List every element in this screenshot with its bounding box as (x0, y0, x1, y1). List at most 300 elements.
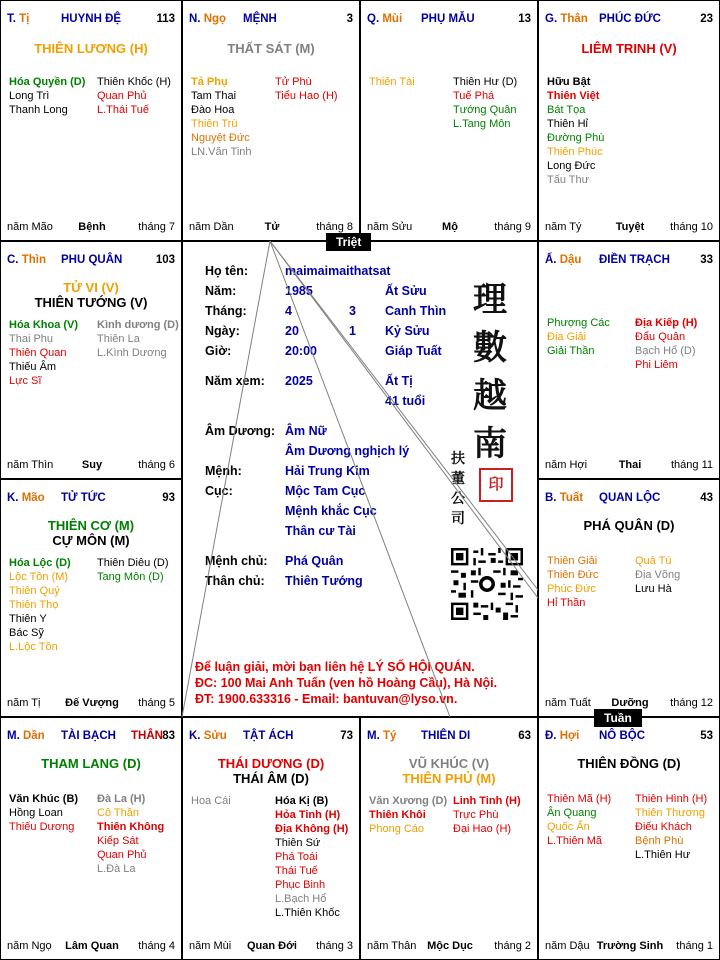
minor-stars-left (9, 792, 78, 834)
star-item: Đường Phù (547, 132, 605, 144)
palace-phase: Suy (81, 459, 103, 471)
star-item: Thiên Đức (547, 569, 599, 581)
star-item: Giải Thần (547, 345, 595, 357)
palace-phase: Tuyệt (615, 221, 645, 233)
palace-footer (7, 697, 177, 710)
star-item: Thiên Thọ (9, 599, 59, 611)
star-item: Tấu Thư (547, 174, 590, 186)
minor-stars-left (369, 794, 447, 836)
palace-thin[interactable] (0, 241, 182, 479)
major-star: THIÊN TƯỚNG (V) (34, 295, 148, 310)
star-item: Tiểu Hao (H) (275, 90, 338, 102)
branch-prefix: N. (189, 13, 201, 25)
minor-stars-left (9, 318, 78, 388)
branch-prefix: M. (367, 730, 380, 742)
star-item: Tướng Quân (453, 104, 517, 116)
branch-name: Thân (560, 13, 588, 25)
menh-chu-label: Mệnh chủ: (205, 554, 268, 568)
palace-branch (7, 13, 29, 25)
minor-stars-left (191, 794, 231, 808)
menh-value: Hải Trung Kim (285, 464, 370, 478)
minor-stars-left (9, 556, 71, 654)
am-duong-note: Âm Dương nghịch lý (285, 444, 410, 458)
palace-number: 103 (155, 254, 175, 266)
star-item: Hóa Kị (B) (275, 795, 329, 807)
minor-stars-right (97, 556, 169, 584)
star-item: Địa Không (H) (275, 823, 349, 835)
thang-am: 3 (349, 304, 356, 318)
minor-stars-left (547, 554, 598, 610)
calligraphy-char-4: 南 (473, 424, 507, 464)
star-item: Bệnh Phù (635, 835, 684, 847)
star-item: Tam Thai (191, 90, 237, 102)
star-item: Tử Phù (275, 76, 312, 88)
major-star: VŨ KHÚC (V) (408, 756, 490, 771)
star-item: Quan Phủ (97, 849, 147, 861)
palace-dau[interactable] (538, 241, 720, 479)
star-item: Phong Cáo (369, 823, 425, 835)
star-item: Hóa Quyền (D) (9, 76, 86, 88)
palace-header (7, 254, 177, 270)
palace-month: tháng 9 (494, 221, 531, 233)
star-item: Thiên Hư (D) (453, 76, 518, 88)
palace-footer (7, 459, 177, 472)
tuan-tag: Tuần (594, 709, 642, 727)
nam-can-chi: Ất Sửu (385, 284, 427, 298)
branch-name: Dần (22, 730, 45, 742)
ngay-duong: 20 (285, 324, 299, 338)
palace-header (189, 730, 355, 746)
palace-year: năm Mùi (189, 940, 232, 952)
branch-name: Mão (21, 492, 45, 504)
palace-year: năm Dần (189, 221, 234, 233)
star-item: Thiên La (97, 333, 140, 345)
ngay-can-chi: Kỷ Sửu (385, 324, 430, 338)
palace-number: 23 (700, 13, 713, 25)
minor-stars-right (275, 794, 348, 920)
star-item: Thiên Phúc (547, 146, 603, 158)
palace-month: tháng 11 (670, 459, 713, 471)
star-item: Kiếp Sát (97, 835, 139, 847)
palace-header (367, 13, 533, 29)
palace-mui[interactable] (360, 0, 538, 241)
major-star: THẤT SÁT (M) (227, 41, 315, 56)
star-item: Phượng Các (547, 317, 610, 329)
star-item: Tả Phụ (191, 76, 228, 88)
major-star: PHÁ QUÂN (D) (583, 518, 675, 533)
palace-than[interactable] (538, 0, 720, 241)
major-star: THAM LANG (D) (41, 756, 141, 771)
palace-year: năm Ngọ (7, 940, 52, 952)
palace-footer (7, 221, 177, 234)
branch-prefix: Ấ. (545, 254, 557, 266)
palace-header (7, 730, 177, 746)
palace-year: năm Mão (7, 221, 53, 233)
palace-branch (189, 730, 227, 742)
star-item: Thái Tuế (275, 865, 318, 877)
minor-stars-left (547, 792, 611, 848)
star-item: Phục Binh (275, 879, 326, 891)
minor-stars-right (635, 316, 697, 372)
palace-year: năm Tị (7, 697, 41, 709)
palace-branch (545, 492, 583, 504)
palace-number: 93 (162, 492, 175, 504)
star-item: Hóa Lộc (D) (9, 557, 71, 569)
palace-branch (545, 254, 581, 266)
star-item: Hữu Bật (547, 76, 591, 88)
palace-branch (367, 730, 396, 742)
star-item: L.Bạch Hổ (275, 893, 327, 905)
star-item: Long Trì (9, 90, 50, 102)
palace-year: năm Thìn (7, 459, 54, 471)
palace-name: QUAN LỘC (599, 492, 661, 504)
center-info-panel (182, 241, 538, 717)
star-item: Thanh Long (9, 104, 68, 116)
nam-xem-can-chi: Ất Tị (385, 374, 413, 388)
palace-ngo[interactable] (182, 0, 360, 241)
star-item: Phá Toái (275, 851, 318, 863)
star-item: Quốc Ấn (547, 821, 590, 833)
star-item: Đẩu Quân (635, 331, 686, 343)
palace-number: 33 (700, 254, 713, 266)
star-item: Thiên Việt (547, 90, 600, 102)
palace-footer (545, 940, 715, 953)
branch-name: Hợi (559, 730, 580, 742)
palace-number: 83 (162, 730, 175, 742)
star-item: Thiên Khôi (369, 809, 426, 821)
major-star: THIÊN ĐỒNG (D) (577, 756, 681, 771)
palace-suu[interactable] (182, 717, 360, 960)
branch-prefix: G. (545, 13, 558, 25)
star-item: Cô Thần (97, 807, 139, 819)
menh-chu-value: Phá Quân (285, 554, 344, 568)
branch-prefix: K. (189, 730, 201, 742)
star-item: Quan Phủ (97, 90, 147, 102)
star-item: Thiên Không (97, 821, 165, 833)
star-item: Đà La (H) (97, 793, 146, 805)
star-item: L.Kình Dương (97, 347, 167, 359)
palace-footer (189, 940, 355, 953)
palace-number: 3 (346, 13, 353, 25)
star-item: Hồng Loan (9, 807, 63, 819)
branch-name: Sửu (203, 730, 227, 742)
palace-phase: Tử (264, 221, 280, 233)
star-item: Bác Sỹ (9, 627, 44, 639)
palace-footer (367, 940, 533, 953)
minor-stars-right (97, 75, 171, 117)
palace-month: tháng 4 (138, 940, 175, 952)
palace-branch (189, 13, 226, 25)
branch-prefix: T. (7, 13, 16, 25)
palace-name: ĐIỀN TRẠCH (599, 254, 670, 266)
branch-prefix: Đ. (545, 730, 557, 742)
branch-name: Dậu (559, 254, 582, 266)
star-item: Quả Tú (635, 555, 672, 567)
palace-branch (545, 730, 579, 742)
star-item: Lưu Hà (635, 583, 672, 595)
branch-name: Tý (382, 730, 397, 742)
star-item: L.Đà La (97, 863, 136, 875)
palace-month: tháng 12 (670, 697, 713, 709)
minor-stars-right (635, 554, 680, 596)
star-item: Thiếu Dương (9, 821, 75, 833)
star-item: Văn Xương (D) (369, 795, 448, 807)
red-seal-stamp: 印 (479, 468, 513, 502)
star-item: Thiên Y (9, 613, 47, 625)
branch-name: Ngọ (203, 13, 227, 25)
minor-stars-left (369, 75, 415, 89)
star-item: Phi Liêm (635, 359, 678, 371)
nam-xem-label: Năm xem: (205, 374, 265, 388)
star-item: Thiếu Âm (9, 361, 57, 373)
star-item: Lực Sĩ (9, 375, 42, 387)
minor-stars-left (547, 316, 610, 358)
cuc-value: Mộc Tam Cục (285, 484, 366, 498)
gio-can-chi: Giáp Tuất (385, 344, 442, 358)
minor-stars-right (97, 318, 179, 360)
palace-footer (545, 459, 715, 472)
calligraphy-char-2: 數 (473, 328, 507, 368)
minor-stars-right (635, 792, 707, 862)
gio-label: Giờ: (205, 344, 232, 358)
branch-prefix: K. (7, 492, 19, 504)
star-item: Tuế Phá (453, 90, 495, 102)
star-item: L.Thái Tuế (97, 104, 149, 116)
star-item: Thiên Diêu (D) (97, 557, 169, 569)
palace-phase: Thai (618, 459, 642, 471)
star-item: Ân Quang (547, 807, 597, 819)
palace-name: MỆNH (243, 13, 277, 25)
calligraphy-small-4: 司 (451, 511, 465, 527)
palace-header (7, 13, 177, 29)
palace-name: PHỤ MẪU (421, 13, 475, 25)
palace-branch (545, 13, 588, 25)
palace-phase: Lâm Quan (65, 940, 119, 952)
palace-header (367, 730, 533, 746)
minor-stars-right (453, 794, 521, 836)
star-item: Thiên Mã (H) (547, 793, 612, 805)
palace-phase: Quan Đới (247, 940, 297, 952)
branch-prefix: Q. (367, 13, 380, 25)
star-item: Bạch Hổ (D) (635, 345, 696, 357)
tuoi-value: 41 tuổi (385, 394, 426, 408)
major-star: THIÊN PHỦ (M) (402, 771, 496, 786)
branch-name: Tuất (559, 492, 584, 504)
palace-header (545, 13, 715, 29)
minor-stars-right (453, 75, 517, 131)
than-chu-value: Thiên Tướng (285, 574, 363, 588)
cuc-note: Mệnh khắc Cục (285, 504, 377, 518)
palace-header (545, 492, 715, 508)
palace-number: 73 (340, 730, 353, 742)
palace-header (545, 730, 715, 746)
contact-line-1: Để luận giải, mời bạn liên hệ LÝ SỐ HỘI QUÁN. (195, 660, 475, 674)
palace-branch (7, 254, 46, 266)
star-item: L.Thiên Mã (547, 835, 603, 847)
star-item: Nguyệt Đức (191, 132, 250, 144)
star-item: Phúc Đức (547, 583, 596, 595)
palace-branch (7, 492, 45, 504)
star-item: Hỏa Tinh (H) (275, 809, 341, 821)
palace-branch (7, 730, 45, 742)
star-item: Hỉ Thần (547, 597, 586, 609)
major-star: THÁI ÂM (D) (233, 771, 309, 786)
palace-month: tháng 7 (138, 221, 175, 233)
thang-label: Tháng: (205, 304, 247, 318)
than-cu-note: Thân cư Tài (285, 524, 356, 538)
palace-phase: Trường Sinh (596, 940, 664, 952)
palace-number: 63 (518, 730, 531, 742)
palace-name: PHÚC ĐỨC (599, 13, 661, 25)
star-item: Kình dương (D) (97, 319, 179, 331)
palace-footer (545, 221, 715, 234)
ngay-am: 1 (349, 324, 356, 338)
than-chu-label: Thân chủ: (205, 574, 265, 588)
star-item: Đào Hoa (191, 104, 235, 116)
major-star: THÁI DƯƠNG (D) (217, 756, 325, 771)
star-item: Địa Giải (547, 331, 587, 343)
palace-phase: Mộ (442, 221, 458, 233)
palace-month: tháng 8 (316, 221, 353, 233)
palace-number: 113 (156, 13, 175, 25)
palace-year: năm Sửu (367, 221, 413, 233)
star-item: Thiên Quý (9, 585, 60, 597)
palace-year: năm Tuất (545, 697, 591, 709)
palace-year: năm Tý (545, 221, 582, 233)
palace-dan[interactable] (0, 717, 182, 960)
branch-name: Thìn (21, 254, 46, 266)
minor-stars-left (547, 75, 604, 187)
star-item: Thiên Hình (H) (635, 793, 708, 805)
palace-year: năm Dậu (545, 940, 590, 952)
star-item: Thiên Sứ (275, 837, 321, 849)
am-duong-label: Âm Dương: (205, 424, 276, 438)
star-item: Bát Tọa (547, 104, 586, 116)
body-tag: THÂN (131, 730, 163, 742)
thang-can-chi: Canh Thìn (385, 304, 447, 318)
palace-name: TÀI BẠCH (61, 730, 116, 742)
star-item: Đại Hao (H) (453, 823, 512, 835)
major-star: LIÊM TRINH (V) (581, 41, 677, 56)
contact-phone-email[interactable]: ĐT: 1900.633316 - Email: bantuvan@lyso.vn. (195, 692, 458, 706)
star-item: Thiên Khốc (H) (97, 76, 171, 88)
cuc-label: Cục: (205, 484, 233, 498)
star-item: Thiên Trù (191, 118, 238, 130)
calligraphy-small-1: 扶 (451, 451, 465, 467)
star-item: L.Tang Môn (453, 118, 511, 130)
nam-value: 1985 (285, 284, 313, 298)
nam-xem-value: 2025 (285, 374, 313, 388)
ngay-label: Ngày: (205, 324, 240, 338)
ho-ten-label: Họ tên: (205, 264, 249, 278)
menh-label: Mệnh: (205, 464, 242, 478)
palace-month: tháng 3 (316, 940, 353, 952)
palace-name: THIÊN DI (421, 730, 471, 742)
palace-footer (7, 940, 177, 953)
qr-code-icon[interactable] (451, 548, 523, 620)
thang-duong: 4 (285, 304, 292, 318)
palace-phase: Mộc Dục (427, 940, 473, 952)
star-item: Long Đức (547, 160, 596, 172)
star-item: Thai Phụ (9, 333, 54, 345)
major-star: THIÊN CƠ (M) (47, 518, 135, 533)
branch-name: Tị (19, 13, 30, 25)
gio-value: 20:00 (285, 344, 317, 358)
palace-month: tháng 10 (670, 221, 713, 233)
star-item: L.Lộc Tồn (9, 641, 58, 653)
star-item: Tang Môn (D) (97, 571, 164, 583)
star-item: Thiên Quan (9, 347, 67, 359)
palace-month: tháng 5 (138, 697, 175, 709)
palace-month: tháng 6 (138, 459, 175, 471)
star-item: Hoa Cái (191, 795, 231, 807)
palace-phase: Đế Vượng (65, 697, 119, 709)
palace-name: PHU QUÂN (61, 254, 123, 266)
minor-stars-right (275, 75, 338, 103)
star-item: Thiên Hỉ (547, 118, 588, 130)
palace-name: TỬ TỨC (61, 492, 106, 504)
palace-name: HUYNH ĐỆ (61, 13, 122, 25)
palace-year: năm Hợi (545, 459, 588, 471)
calligraphy-small-3: 公 (451, 491, 465, 507)
branch-prefix: B. (545, 492, 557, 504)
palace-header (7, 492, 177, 508)
star-item: L.Thiên Hư (635, 849, 691, 861)
triet-tag: Triệt (326, 233, 371, 251)
palace-header (545, 254, 715, 270)
palace-footer (367, 221, 533, 234)
star-item: Thiên Tài (369, 76, 415, 88)
calligraphy-small-2: 董 (451, 471, 465, 487)
star-item: Linh Tinh (H) (453, 795, 521, 807)
major-star: TỬ VI (V) (63, 280, 119, 295)
star-item: L.Thiên Khốc (275, 907, 340, 919)
palace-mao[interactable] (0, 479, 182, 717)
minor-stars-left (191, 75, 252, 159)
palace-year: năm Thân (367, 940, 417, 952)
branch-prefix: C. (7, 254, 19, 266)
palace-hoi[interactable] (538, 717, 720, 960)
star-item: Văn Khúc (B) (9, 793, 79, 805)
calligraphy-char-3: 越 (473, 376, 507, 416)
palace-number: 43 (700, 492, 713, 504)
star-item: Địa Võng (635, 569, 681, 581)
minor-stars-left (9, 75, 85, 117)
ho-ten-value: maimaimaithatsat (285, 264, 391, 278)
palace-phase: Bệnh (78, 221, 106, 233)
minor-stars-right (97, 792, 164, 876)
branch-prefix: M. (7, 730, 20, 742)
star-item: Hóa Khoa (V) (9, 319, 79, 331)
star-item: Điếu Khách (635, 821, 692, 833)
palace-number: 53 (700, 730, 713, 742)
palace-ti[interactable] (0, 0, 182, 241)
star-item: LN.Văn Tinh (191, 146, 252, 158)
palace-header (189, 13, 355, 29)
palace-month: tháng 2 (494, 940, 531, 952)
major-star: THIÊN LƯƠNG (H) (34, 41, 148, 56)
star-item: Địa Kiếp (H) (635, 317, 698, 329)
star-item: Trực Phù (453, 809, 499, 821)
major-star: CỰ MÔN (M) (52, 533, 130, 548)
palace-ty[interactable] (360, 717, 538, 960)
palace-tuat[interactable] (538, 479, 720, 717)
contact-address: ĐC: 100 Mai Anh Tuấn (ven hồ Hoàng Cầu), Hà Nội. (195, 676, 498, 690)
palace-phase: Dưỡng (611, 697, 649, 709)
star-item: Lộc Tồn (M) (9, 571, 69, 583)
nam-label: Năm: (205, 284, 237, 298)
palace-branch (367, 13, 402, 25)
